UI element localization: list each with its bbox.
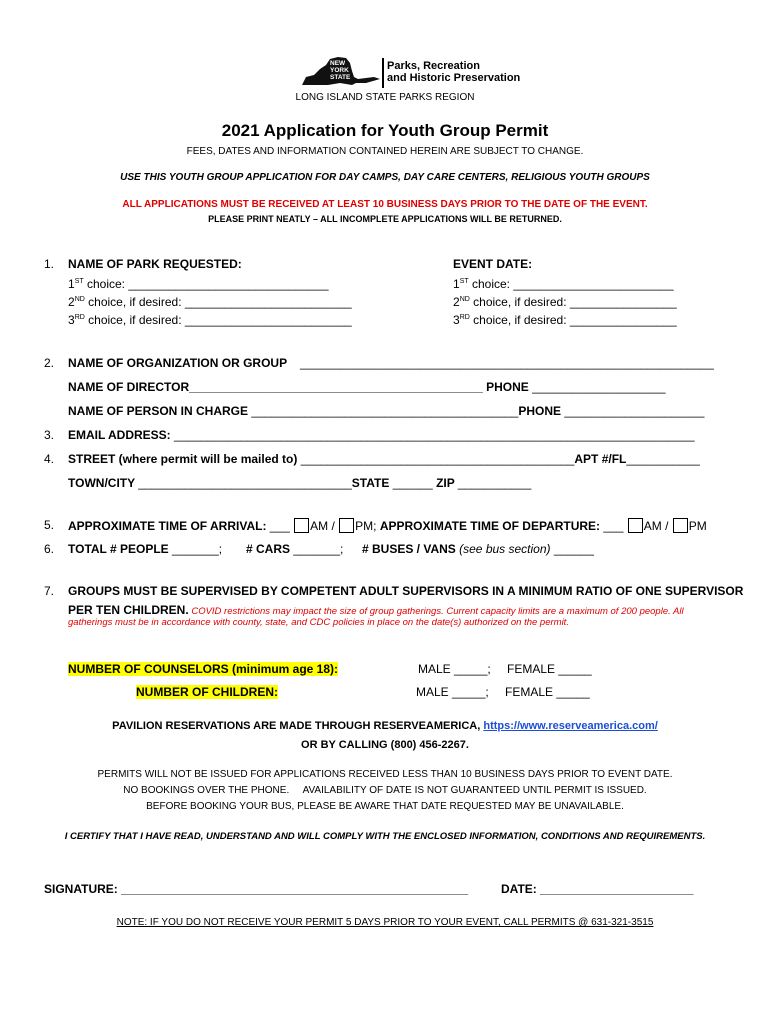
- section-number: 3.: [44, 428, 55, 442]
- total-people-label: TOTAL # PEOPLE: [68, 542, 173, 556]
- cars-row: [246, 542, 343, 556]
- cars-field[interactable]: _______;: [293, 542, 344, 556]
- total-people-row: [68, 542, 222, 556]
- park-choice-2-field[interactable]: _________________________: [184, 295, 352, 309]
- choice-label: choice:: [83, 277, 129, 291]
- park-choice-1[interactable]: [68, 277, 329, 291]
- logo-state-line: NEW: [330, 60, 346, 67]
- email-field[interactable]: ______________________________________________________________________________: [174, 428, 695, 442]
- ordinal-suffix: ST: [459, 278, 469, 285]
- children-female-field[interactable]: FEMALE _____: [505, 685, 590, 699]
- subtitle: FEES, DATES AND INFORMATION CONTAINED HEREIN ARE SUBJECT TO CHANGE.: [186, 146, 584, 157]
- bus-section-note: (see bus section): [459, 542, 551, 556]
- notice-line: NO BOOKINGS OVER THE PHONE. AVAILABILITY OF DATE IS NOT GUARANTEED UNTIL PERMIT IS ISSUED.: [123, 785, 647, 796]
- ordinal-suffix: ST: [74, 278, 84, 285]
- park-choice-2[interactable]: [68, 295, 352, 309]
- director-row: [68, 380, 666, 394]
- pm-label: PM;: [355, 519, 380, 533]
- counselors-male-field[interactable]: MALE _____;: [418, 662, 491, 676]
- town-row: [68, 476, 531, 490]
- town-field[interactable]: ________________________________: [138, 476, 352, 490]
- logo-agency-line2: and Historic Preservation: [387, 72, 521, 84]
- street-label: STREET (where permit will be mailed to): [68, 452, 301, 466]
- date-choice-1[interactable]: [453, 277, 674, 291]
- departure-am-checkbox[interactable]: [628, 518, 643, 533]
- buses-label: # BUSES / VANS: [362, 542, 460, 556]
- footer-note: NOTE: IF YOU DO NOT RECEIVE YOUR PERMIT 5 DAYS PRIOR TO YOUR EVENT, CALL PERMITS @ 631-321-3515: [116, 917, 654, 928]
- ordinal-suffix: ND: [459, 296, 470, 303]
- signature-row: [44, 882, 468, 896]
- choice-label: choice:: [468, 277, 514, 291]
- departure-time-field[interactable]: ___: [603, 519, 627, 533]
- person-in-charge-label: NAME OF PERSON IN CHARGE: [68, 404, 252, 418]
- logo-agency-line1: Parks, Recreation: [387, 60, 480, 72]
- pavilion-info: [0, 720, 770, 732]
- arrival-label: APPROXIMATE TIME OF ARRIVAL:: [68, 519, 270, 533]
- person-in-charge-field[interactable]: ________________________________________: [251, 404, 519, 418]
- usage-note: USE THIS YOUTH GROUP APPLICATION FOR DAY CAMPS, DAY CARE CENTERS, RELIGIOUS YOUTH GROUPS: [120, 172, 650, 183]
- section-number: 2.: [44, 356, 55, 370]
- logo-divider: [382, 58, 384, 88]
- person-in-charge-row: [68, 404, 704, 418]
- choice-label: choice, if desired:: [84, 313, 185, 327]
- organization-label: NAME OF ORGANIZATION OR GROUP: [68, 356, 288, 370]
- event-date-label: EVENT DATE:: [453, 257, 533, 271]
- reserveamerica-link[interactable]: https://www.reserveamerica.com/: [483, 720, 658, 732]
- page-title: 2021 Application for Youth Group Permit: [221, 121, 549, 140]
- buses-field[interactable]: ______: [550, 542, 594, 556]
- total-people-field[interactable]: _______;: [172, 542, 223, 556]
- choice-label: choice, if desired:: [469, 313, 570, 327]
- phone-label: PHONE: [482, 380, 533, 394]
- street-row: [68, 452, 700, 466]
- ordinal-num: 3: [453, 313, 460, 327]
- director-phone-field[interactable]: ____________________: [532, 380, 666, 394]
- supervision-ratio-text: PER TEN CHILDREN.: [68, 603, 189, 617]
- ordinal-num: 3: [68, 313, 75, 327]
- buses-row: [362, 542, 594, 556]
- date-choice-3-field[interactable]: ________________: [569, 313, 677, 327]
- ordinal-num: 2: [453, 295, 460, 309]
- date-choice-1-field[interactable]: ________________________: [513, 277, 674, 291]
- departure-pm-checkbox[interactable]: [673, 518, 688, 533]
- street-field[interactable]: _________________________________________: [300, 452, 575, 466]
- notice-line: PERMITS WILL NOT BE ISSUED FOR APPLICATIONS RECEIVED LESS THAN 10 BUSINESS DAYS PRIOR TO EVENT DATE.: [97, 769, 673, 780]
- pm-label: PM: [688, 519, 707, 533]
- ordinal-num: 1: [453, 277, 460, 291]
- logo-state-line: YORK: [330, 67, 349, 74]
- section-number: 6.: [44, 542, 55, 556]
- date-choice-2-field[interactable]: ________________: [569, 295, 677, 309]
- director-label: NAME OF DIRECTOR: [68, 380, 190, 394]
- section-number: 4.: [44, 452, 55, 466]
- section-number: 5.: [44, 518, 55, 532]
- departure-label: APPROXIMATE TIME OF DEPARTURE:: [379, 519, 604, 533]
- logo-state-line: STATE: [330, 74, 351, 81]
- email-label: EMAIL ADDRESS:: [68, 428, 175, 442]
- director-field[interactable]: ____________________________________________: [189, 380, 483, 394]
- counselors-female-field[interactable]: FEMALE _____: [507, 662, 592, 676]
- ordinal-suffix: RD: [74, 314, 85, 321]
- certification-statement: I CERTIFY THAT I HAVE READ, UNDERSTAND AND WILL COMPLY WITH THE ENCLOSED INFORMATION, CONDITIONS AND REQUIREMENTS.: [64, 831, 706, 842]
- organization-field[interactable]: ______________________________________________________________: [300, 356, 714, 370]
- ordinal-num: 2: [68, 295, 75, 309]
- print-neatly-notice: PLEASE PRINT NEATLY – ALL INCOMPLETE APPLICATIONS WILL BE RETURNED.: [208, 214, 562, 224]
- supervision-requirement: GROUPS MUST BE SUPERVISED BY COMPETENT ADULT SUPERVISORS IN A MINIMUM RATIO OF ONE SUPERVISOR: [68, 584, 744, 598]
- section-number: 7.: [44, 584, 55, 598]
- apt-field[interactable]: ___________: [626, 452, 700, 466]
- choice-label: choice, if desired:: [84, 295, 185, 309]
- covid-notice-cont: gatherings must be in accordance with county, state, and CDC policies in place on the date(s) authorized on the permit.: [68, 617, 569, 628]
- arrival-time-field[interactable]: ___: [269, 519, 294, 533]
- counselors-label: NUMBER OF COUNSELORS (minimum age 18):: [68, 662, 339, 676]
- park-choice-3[interactable]: [68, 313, 352, 327]
- section-number: 1.: [44, 257, 55, 271]
- region-name: LONG ISLAND STATE PARKS REGION: [295, 92, 475, 103]
- ordinal-suffix: ND: [74, 296, 85, 303]
- date-choice-3[interactable]: [453, 313, 677, 327]
- phone-label: PHONE: [518, 404, 565, 418]
- state-label: STATE: [351, 476, 393, 490]
- cars-label: # CARS: [246, 542, 294, 556]
- signature-field[interactable]: ____________________________________________________: [121, 882, 469, 896]
- children-male-field[interactable]: MALE _____;: [416, 685, 489, 699]
- date-label: DATE:: [501, 882, 541, 896]
- am-label: AM /: [310, 519, 339, 533]
- park-choice-1-field[interactable]: ______________________________: [128, 277, 329, 291]
- pavilion-phone: OR BY CALLING (800) 456-2267.: [301, 739, 469, 751]
- apt-label: APT #/FL: [574, 452, 627, 466]
- park-requested-label: NAME OF PARK REQUESTED:: [68, 257, 242, 271]
- town-label: TOWN/CITY: [68, 476, 139, 490]
- signature-label: SIGNATURE:: [44, 882, 122, 896]
- ordinal-suffix: RD: [459, 314, 470, 321]
- arrival-pm-checkbox[interactable]: [339, 518, 354, 533]
- park-choice-3-field[interactable]: _________________________: [184, 313, 352, 327]
- arrival-am-checkbox[interactable]: [294, 518, 309, 533]
- children-label: NUMBER OF CHILDREN:: [136, 685, 278, 699]
- covid-notice: COVID restrictions may impact the size of group gatherings. Current capacity limits are a maximum of 200 people. All: [188, 606, 684, 617]
- person-phone-field[interactable]: _____________________: [564, 404, 705, 418]
- ordinal-num: 1: [68, 277, 75, 291]
- notice-line: BEFORE BOOKING YOUR BUS, PLEASE BE AWARE THAT DATE REQUESTED MAY BE UNAVAILABLE.: [146, 801, 624, 812]
- zip-field[interactable]: ___________: [457, 476, 532, 490]
- pavilion-text: PAVILION RESERVATIONS ARE MADE THROUGH RESERVEAMERICA,: [112, 720, 484, 732]
- deadline-notice: ALL APPLICATIONS MUST BE RECEIVED AT LEAST 10 BUSINESS DAYS PRIOR TO THE DATE OF THE EVENT.: [122, 199, 648, 210]
- date-field[interactable]: _______________________: [540, 882, 694, 896]
- arrival-departure-row: [68, 518, 707, 533]
- zip-label: ZIP: [432, 476, 458, 490]
- date-choice-2[interactable]: [453, 295, 677, 309]
- email-row: [68, 428, 695, 442]
- date-row: [501, 882, 694, 896]
- choice-label: choice, if desired:: [469, 295, 570, 309]
- am-label: AM /: [643, 519, 672, 533]
- state-field[interactable]: ______: [392, 476, 433, 490]
